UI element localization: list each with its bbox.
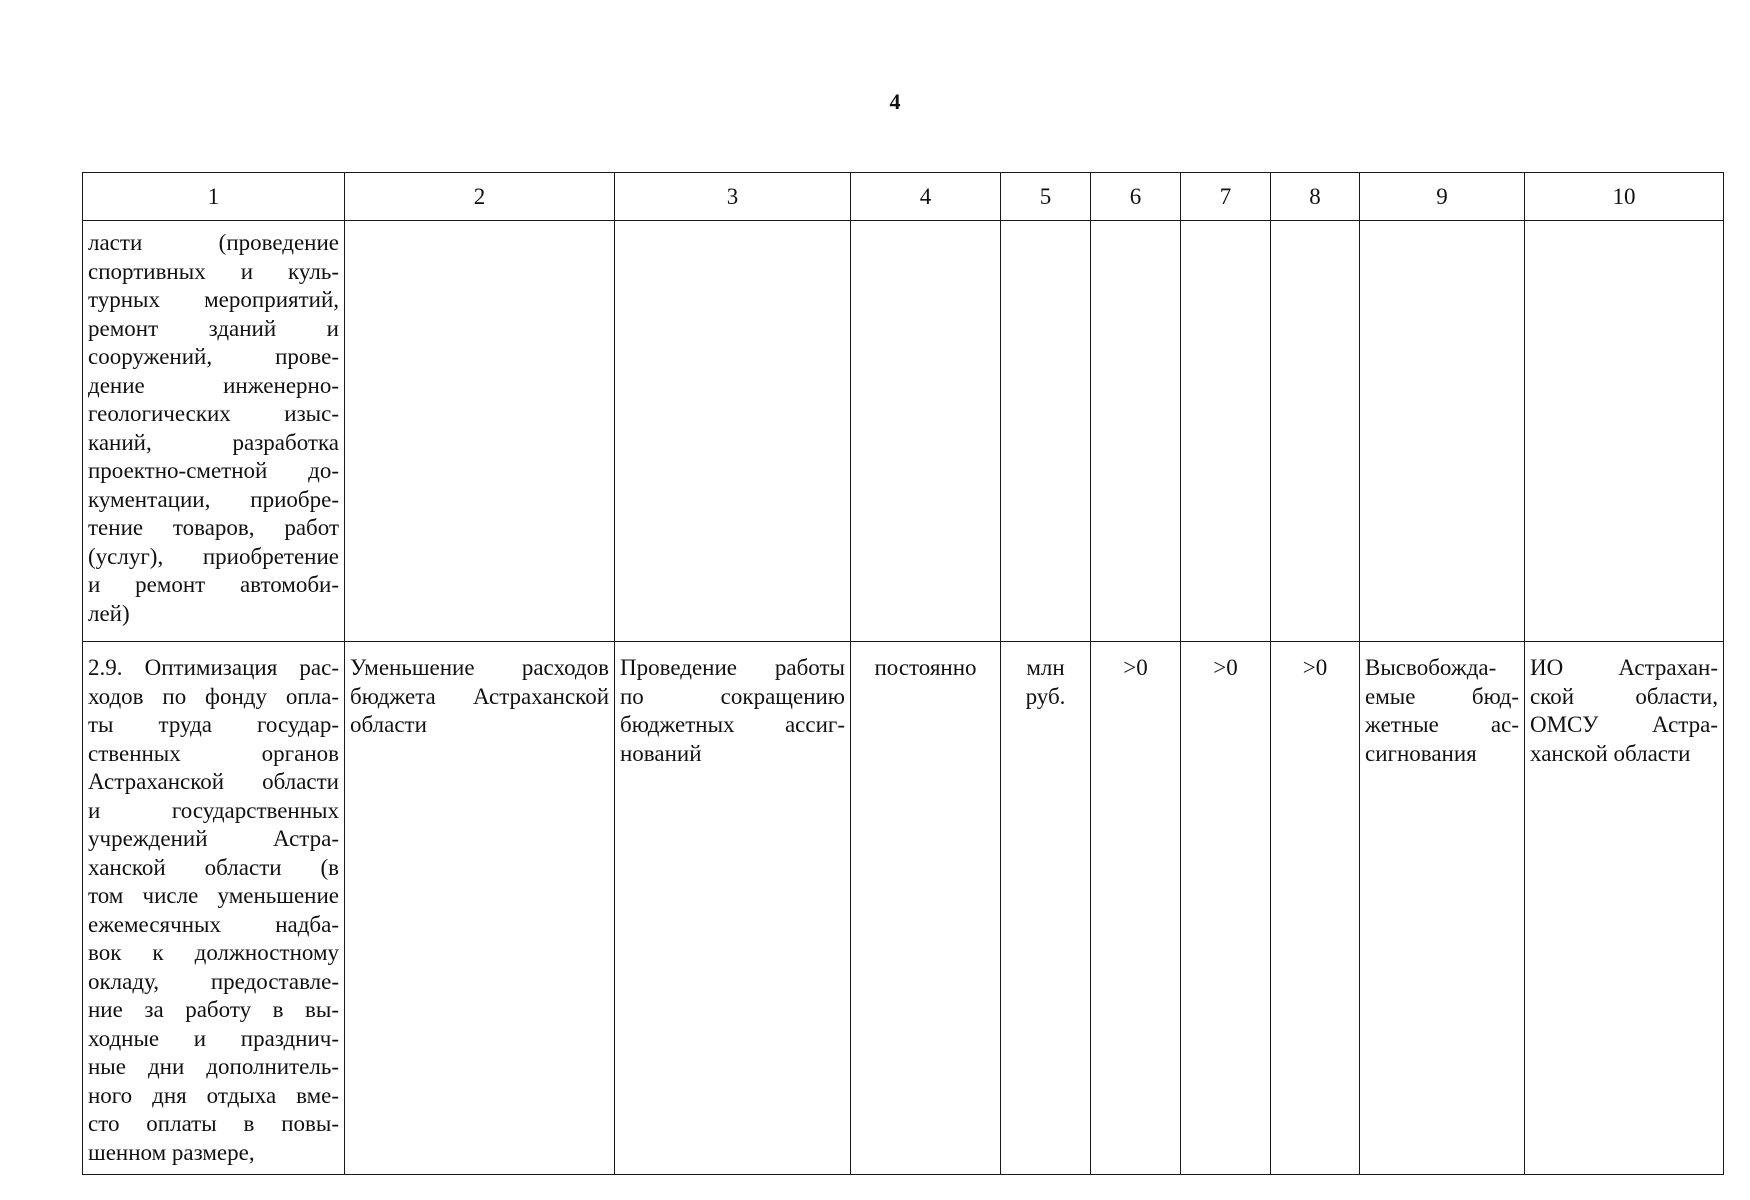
text-line: области — [350, 712, 427, 737]
empty-cell — [1525, 221, 1724, 642]
table-row — [83, 221, 1724, 642]
text-line: сто оплаты в повы- — [88, 1111, 339, 1136]
text-line: и государственных — [88, 797, 339, 823]
text-line: ты труда государ- — [88, 712, 339, 737]
text-line: окладу, предоставле- — [88, 968, 339, 994]
unit-cell — [1001, 642, 1091, 1175]
text-line: сигнования — [1365, 740, 1477, 766]
text-line: ремонт зданий и — [88, 315, 339, 341]
expected-result-text — [345, 642, 614, 740]
timeframe-text: постоянно — [874, 655, 977, 680]
text-line: руб. — [1025, 683, 1066, 709]
empty-cell — [1001, 221, 1091, 642]
text-line: жетные ас- — [1365, 712, 1519, 737]
text-line: ние за работу в вы- — [88, 997, 339, 1022]
empty-cell — [345, 221, 615, 642]
measure-description-cell — [83, 221, 345, 642]
text-line: млн — [1026, 655, 1065, 680]
column-header: 10 — [1525, 173, 1724, 221]
empty-cell — [1271, 221, 1360, 642]
text-line: 2.9. Оптимизация рас- — [88, 655, 339, 680]
mechanism-cell — [615, 642, 851, 1175]
column-header: 6 — [1091, 173, 1181, 221]
empty-cell — [1181, 221, 1271, 642]
indicator-text — [1360, 642, 1524, 768]
column-header: 8 — [1271, 173, 1360, 221]
column-header: 3 — [615, 173, 851, 221]
value-text: >0 — [1123, 655, 1148, 680]
table-row — [83, 642, 1724, 1175]
measure-description-text — [83, 221, 344, 628]
text-line: тение товаров, работ — [88, 515, 339, 540]
column-header: 9 — [1360, 173, 1525, 221]
text-line: ханской области — [1530, 740, 1691, 766]
empty-cell — [1091, 221, 1181, 642]
value-cell — [1181, 642, 1271, 1175]
expected-result-cell — [345, 642, 615, 1175]
text-line: ного дня отдыха вме- — [88, 1082, 339, 1108]
text-line: том числе уменьшение — [88, 883, 339, 908]
text-line: вок к должностному — [88, 940, 339, 965]
text-line: кументации, приобре- — [88, 486, 339, 512]
text-line: бюджета Астраханской — [350, 683, 609, 709]
text-line: шенном размере, — [88, 1139, 255, 1165]
empty-cell — [1360, 221, 1525, 642]
text-line: турных мероприятий, — [88, 287, 339, 312]
column-header: 5 — [1001, 173, 1091, 221]
text-line: ОМСУ Астра- — [1530, 712, 1718, 737]
text-line: ежемесячных надба- — [88, 911, 339, 937]
responsible-text — [1525, 642, 1723, 768]
text-line: ханской области (в — [88, 854, 339, 880]
text-line: Высвобожда- — [1365, 655, 1497, 680]
text-line: емые бюд- — [1365, 683, 1519, 709]
column-number-row — [83, 173, 1724, 221]
text-line: бюджетных ассиг- — [620, 712, 845, 737]
value-text: >0 — [1302, 655, 1328, 680]
empty-cell — [615, 221, 851, 642]
measure-description-text — [83, 642, 344, 1167]
text-line: ской области, — [1530, 683, 1718, 709]
text-line: проектно-сметной до- — [88, 458, 339, 483]
text-line: спортивных и куль- — [88, 258, 339, 284]
text-line: лей) — [88, 600, 130, 626]
responsible-cell — [1525, 642, 1724, 1175]
text-line: учреждений Астра- — [88, 826, 339, 851]
value-cell — [1271, 642, 1360, 1175]
unit-text — [1001, 642, 1090, 711]
empty-cell — [851, 221, 1001, 642]
value-text: >0 — [1213, 655, 1238, 680]
text-line: ные дни дополнитель- — [88, 1054, 339, 1079]
text-line: ИО Астрахан- — [1530, 655, 1718, 680]
column-header: 4 — [851, 173, 1001, 221]
text-line: и ремонт автомоби- — [88, 572, 339, 597]
text-line: нований — [620, 740, 702, 766]
text-line: ходные и празднич- — [88, 1025, 339, 1051]
text-line: ственных органов — [88, 740, 339, 766]
text-line: каний, разработка — [88, 429, 339, 455]
text-line: по сокращению — [620, 683, 845, 709]
text-line: ходов по фонду опла- — [88, 683, 339, 709]
text-line: дение инженерно- — [88, 372, 339, 398]
text-line: геологических изыс- — [88, 401, 339, 426]
timeframe-cell — [851, 642, 1001, 1175]
column-header: 2 — [345, 173, 615, 221]
column-header: 7 — [1181, 173, 1271, 221]
value-cell — [1091, 642, 1181, 1175]
indicator-cell — [1360, 642, 1525, 1175]
column-header: 1 — [83, 173, 345, 221]
text-line: ласти (проведение — [88, 230, 339, 255]
text-line: сооружений, прове- — [88, 344, 339, 369]
text-line: Астраханской области — [88, 769, 339, 794]
text-line: (услуг), приобретение — [88, 543, 339, 569]
text-line: Проведение работы — [620, 655, 845, 680]
text-line: Уменьшение расходов — [350, 655, 609, 680]
measure-description-cell — [83, 642, 345, 1175]
mechanism-text — [615, 642, 850, 768]
measures-table — [82, 172, 1724, 1175]
page-number: 4 — [889, 89, 901, 114]
